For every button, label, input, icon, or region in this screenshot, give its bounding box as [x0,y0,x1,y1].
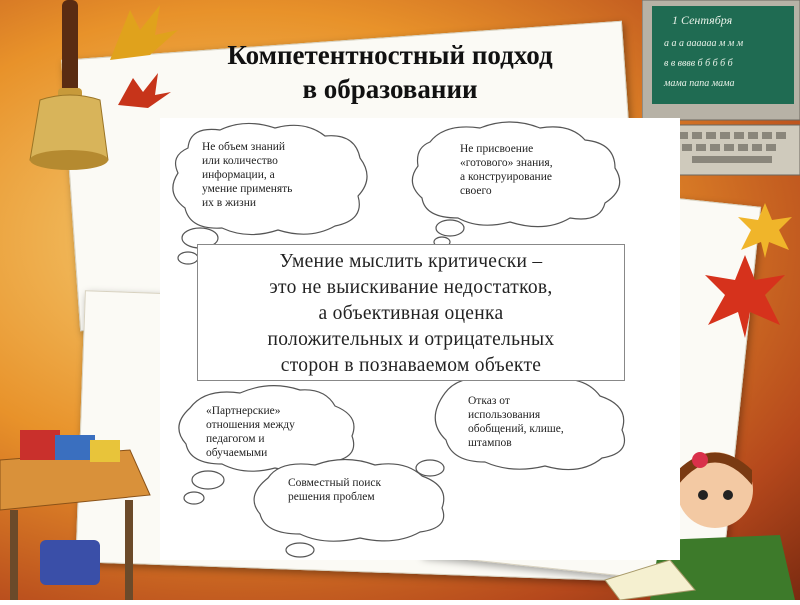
statement-line: сторон в познаваемом объекте [280,355,542,376]
bubble-line: штампов [468,437,512,449]
bubble-line: своего [460,185,492,197]
cloud-tail [416,460,444,476]
cloud-tail [178,252,198,264]
bell-icon [0,0,110,190]
bubble-line: обобщений, клише, [468,423,564,435]
bubble-line: их в жизни [202,197,257,209]
school-desk-icon [0,420,160,600]
cloud-tail [286,543,314,557]
cloud-tail [192,471,224,489]
page-title [150,38,630,106]
bubble-line: Не объем знаний [202,141,286,153]
bubble-line: Не присвоение [460,143,534,155]
svg-text:в в вввв б б б б б: в в вввв б б б б б [664,58,733,69]
title-line: в образовании [302,74,478,104]
bubble-bottom-right [468,394,564,450]
statement-line: Умение мыслить критически – [279,251,543,272]
bubble-line: Отказ от [468,395,510,407]
statement-line: это не выискивание недостатков, [269,277,553,298]
central-statement [198,249,624,379]
title-line: Компетентностный подход [227,40,553,70]
svg-text:а а а аааааа м м м: а а а аааааа м м м [664,38,744,49]
autumn-leaf-icon [735,200,795,265]
bubble-bottom-center [288,476,381,504]
bubble-top-right [460,142,553,198]
bubble-bottom-left [206,404,295,460]
bubble-line: отношения между [206,419,295,431]
bubble-line: использования [468,409,541,421]
bubble-top-left [202,140,292,210]
svg-text:1 Сентября: 1 Сентября [672,13,733,27]
cloud-tail [436,220,464,236]
bubble-line: «Партнерские» [206,405,281,417]
statement-line: положительных и отрицательных [267,329,555,350]
statement-line: а объективная оценка [318,303,504,324]
bubble-line: обучаемыми [206,447,268,459]
bubble-line: решения проблем [288,491,375,503]
bubble-line: «готового» знания, [460,157,553,169]
bubble-line: педагогом и [206,433,265,445]
bubble-line: а конструирование [460,171,552,183]
bubble-line: или количество [202,155,278,167]
bubble-line: умение применять [202,183,293,195]
central-statement-box [197,244,625,381]
cloud-tail [184,492,204,504]
diagram-panel [160,118,680,560]
svg-text:мама папа мама: мама папа мама [664,78,735,89]
bubble-line: Совместный поиск [288,477,382,489]
bubble-line: информации, а [202,169,275,181]
